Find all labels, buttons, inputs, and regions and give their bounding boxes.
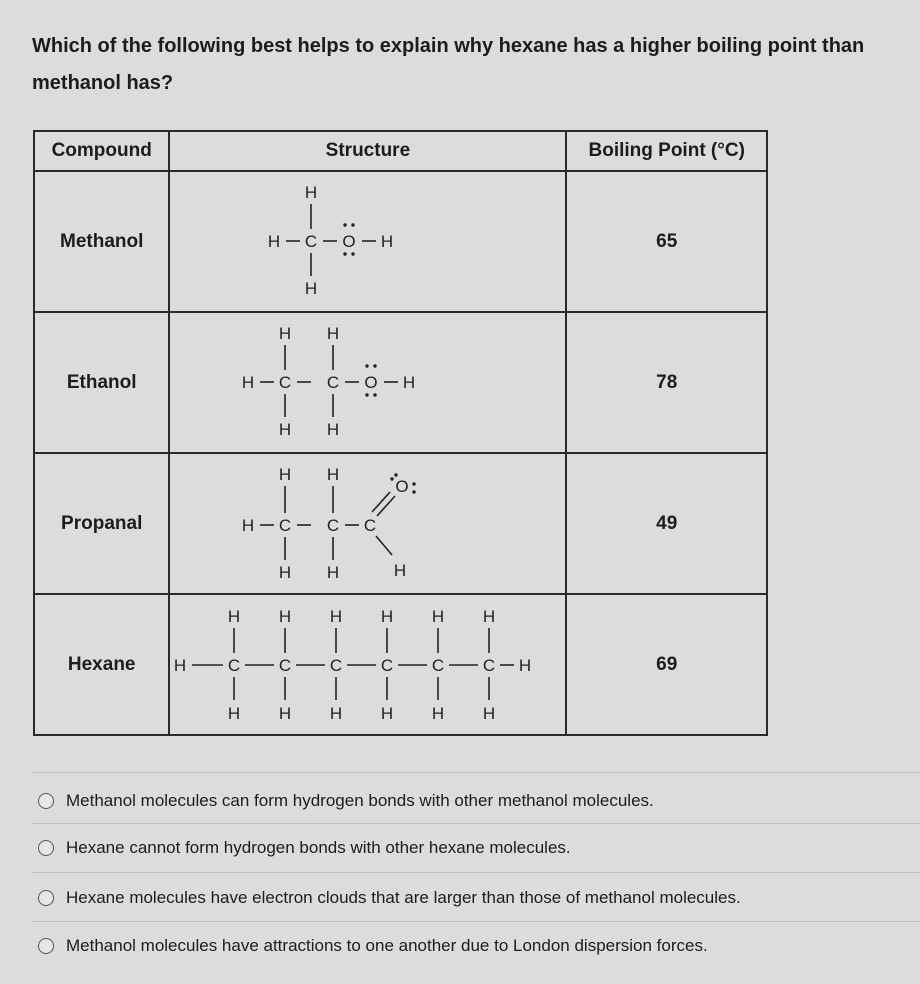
atom-label: C (327, 516, 340, 535)
atom-label: H (394, 561, 407, 580)
boiling-point-value: 65 (566, 171, 767, 312)
atom-label: H (327, 324, 340, 343)
atom-label: H (279, 563, 292, 582)
atom-label: H (483, 704, 496, 723)
propanal-structure (170, 454, 565, 593)
divider (32, 921, 920, 922)
lone-pair-dot (374, 393, 377, 396)
table-header-row (34, 131, 767, 171)
compound-name: Methanol (34, 171, 169, 312)
methanol-structure (170, 172, 565, 311)
compound-table (33, 130, 768, 736)
hexane-structure (170, 595, 565, 734)
bond (376, 536, 392, 555)
atom-label: O (395, 477, 410, 496)
lone-pair-dot (366, 393, 369, 396)
structure-cell (169, 312, 566, 453)
atom-label: H (381, 232, 394, 251)
atom-label: H (403, 373, 416, 392)
atom-label: C (305, 232, 318, 251)
atom-label: C (483, 656, 496, 675)
lone-pair-dot (344, 223, 347, 226)
atom-label: O (364, 373, 379, 392)
question-text: Which of the following best helps to explain why hexane has a higher boiling point than methanol has? (32, 35, 865, 94)
atom-label: H (432, 607, 445, 626)
radio-button[interactable] (38, 938, 54, 954)
atom-label: C (330, 656, 343, 675)
option-label: Methanol molecules have attractions to one another due to London dispersion forces. (66, 936, 708, 955)
atom-label: O (342, 232, 357, 251)
radio-button[interactable] (38, 793, 54, 809)
atom-label: H (327, 465, 340, 484)
double-bond (377, 496, 395, 516)
table-row (34, 594, 767, 735)
lone-pair-dot (352, 252, 355, 255)
atom-label: H (174, 656, 187, 675)
atom-label: H (330, 704, 343, 723)
lone-pair-dot (413, 490, 416, 493)
radio-button[interactable] (38, 840, 54, 856)
boiling-point-value: 69 (566, 594, 767, 735)
double-bond (372, 492, 390, 512)
atom-label: H (432, 704, 445, 723)
atom-label: H (228, 607, 241, 626)
structure-cell (169, 171, 566, 312)
atom-label: H (279, 324, 292, 343)
atom-label: H (279, 607, 292, 626)
atom-label: C (327, 373, 340, 392)
header-compound: Compound (34, 131, 169, 171)
structure-cell (169, 594, 566, 735)
atom-label: H (228, 704, 241, 723)
lone-pair-dot (395, 473, 398, 476)
structure-cell (169, 453, 566, 594)
atom-label: C (279, 656, 292, 675)
atom-label: C (381, 656, 394, 675)
atom-label: H (279, 465, 292, 484)
header-structure: Structure (169, 131, 566, 171)
answer-option-2[interactable] (38, 833, 571, 863)
table-row (34, 453, 767, 594)
lone-pair-dot (366, 364, 369, 367)
compound-name: Ethanol (34, 312, 169, 453)
ethanol-structure (170, 313, 565, 452)
atom-label: H (327, 563, 340, 582)
compound-name: Propanal (34, 453, 169, 594)
lone-pair-dot (391, 477, 394, 480)
atom-label: H (381, 704, 394, 723)
atom-label: H (305, 183, 318, 202)
atom-label: H (519, 656, 532, 675)
option-label: Hexane molecules have electron clouds that are larger than those of methanol molecules. (66, 888, 741, 907)
option-label: Methanol molecules can form hydrogen bonds with other methanol molecules. (66, 791, 654, 810)
atom-label: C (228, 656, 241, 675)
answer-option-1[interactable] (38, 786, 654, 816)
header-boiling-point: Boiling Point (°C) (566, 131, 767, 171)
divider (32, 772, 920, 773)
option-label: Hexane cannot form hydrogen bonds with other hexane molecules. (66, 838, 571, 857)
atom-label: H (381, 607, 394, 626)
compound-name: Hexane (34, 594, 169, 735)
divider (32, 823, 920, 824)
lone-pair-dot (374, 364, 377, 367)
answer-option-4[interactable] (38, 931, 708, 961)
divider (32, 872, 920, 873)
table-row (34, 171, 767, 312)
atom-label: H (483, 607, 496, 626)
boiling-point-value: 49 (566, 453, 767, 594)
atom-label: H (279, 420, 292, 439)
atom-label: H (242, 373, 255, 392)
atom-label: C (279, 373, 292, 392)
boiling-point-value: 78 (566, 312, 767, 453)
table-row (34, 312, 767, 453)
answer-option-3[interactable] (38, 883, 741, 913)
atom-label: C (279, 516, 292, 535)
atom-label: H (242, 516, 255, 535)
atom-label: H (268, 232, 281, 251)
atom-label: C (432, 656, 445, 675)
atom-label: C (364, 516, 377, 535)
atom-label: H (279, 704, 292, 723)
lone-pair-dot (352, 223, 355, 226)
radio-button[interactable] (38, 890, 54, 906)
atom-label: H (305, 279, 318, 298)
lone-pair-dot (344, 252, 347, 255)
atom-label: H (330, 607, 343, 626)
atom-label: H (327, 420, 340, 439)
lone-pair-dot (413, 482, 416, 485)
